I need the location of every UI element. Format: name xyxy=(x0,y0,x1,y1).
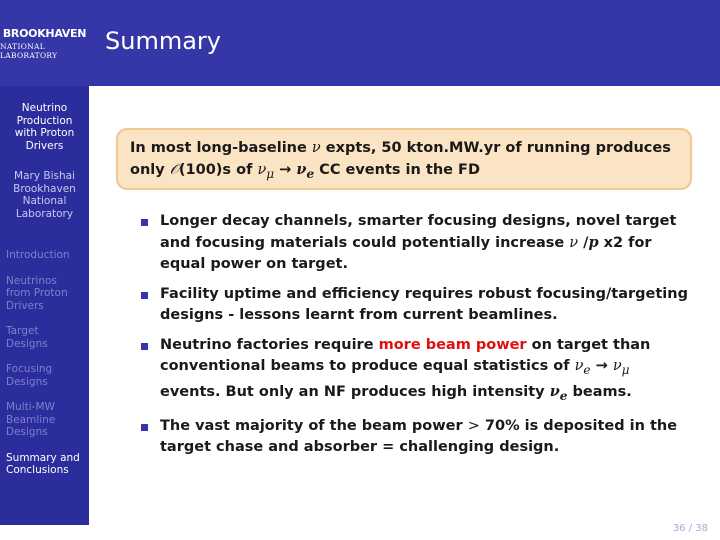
bullet-list xyxy=(139,211,699,467)
footer xyxy=(0,525,720,540)
bullet-text-line: target chase and absorber = challenging design. xyxy=(160,438,560,455)
text-span: / xyxy=(578,235,589,251)
talk-title[interactable] xyxy=(0,102,89,152)
nav-item-label: from Proton xyxy=(6,287,68,299)
mu-subscript: μ xyxy=(266,166,275,181)
e-subscript: e xyxy=(306,166,315,181)
sidebar xyxy=(0,0,89,525)
bullet-text-line: Longer decay channels, smarter focusing designs, novel target xyxy=(160,213,677,229)
author-line: Mary Bishai xyxy=(14,170,75,182)
nav-item-label: Target xyxy=(6,325,39,337)
e-subscript: e xyxy=(559,388,568,403)
nav-item-multi-mw-beamline-designs[interactable] xyxy=(6,401,86,439)
bullet-text-line: designs - lessons learnt from current beamlines. xyxy=(160,307,558,323)
nav-item-summary-and-conclusions[interactable] xyxy=(6,452,86,477)
author-line: National xyxy=(22,195,67,207)
bullet-square-icon xyxy=(141,343,148,350)
talk-title-line: Production xyxy=(16,114,73,127)
p-symbol: p xyxy=(588,234,599,251)
slide-header xyxy=(89,0,720,86)
highlight-box xyxy=(116,128,692,190)
bullet-item xyxy=(139,211,699,275)
arrow-symbol: → xyxy=(274,162,297,178)
logo-line2: NATIONAL LABORATORY xyxy=(0,41,58,60)
bullet-square-icon xyxy=(141,292,148,299)
text-span: The vast majority of the beam power xyxy=(160,417,468,434)
nav-item-label: Focusing xyxy=(6,363,53,375)
text-span: Neutrino factories require xyxy=(160,337,379,353)
nav-item-label: Multi-MW xyxy=(6,401,55,413)
nu-symbol: ν xyxy=(311,140,321,156)
nav-item-label: Designs xyxy=(6,337,48,350)
nu-symbol: ν xyxy=(612,358,622,374)
bullet-text-line: equal power on target. xyxy=(160,256,348,272)
nav-item-label: Designs xyxy=(6,375,48,388)
text-span: on target than xyxy=(526,337,651,353)
nu-symbol: ν xyxy=(574,358,584,374)
text-span: (100)s of xyxy=(178,162,258,178)
bullet-text-line xyxy=(160,356,699,381)
nu-symbol: ν xyxy=(296,161,307,178)
nav-item-label: Designs xyxy=(6,426,48,438)
text-span: 70% is deposited in the xyxy=(479,417,678,434)
bullet-item xyxy=(139,284,699,326)
nav-item-label: Conclusions xyxy=(6,464,69,476)
bullet-text-line xyxy=(160,335,699,356)
text-span: only xyxy=(130,162,170,178)
nu-symbol: ν xyxy=(569,235,579,251)
bullet-item xyxy=(139,416,699,458)
bullet-text-line: Facility uptime and efficiency requires robust focusing/targeting xyxy=(160,286,688,302)
nav-item-label: Drivers xyxy=(6,299,44,312)
nav-item-introduction[interactable] xyxy=(6,249,86,262)
nav-item-neutrinos-from-proton-drivers[interactable] xyxy=(6,275,86,313)
nu-symbol: ν xyxy=(549,382,560,400)
text-span: and focusing materials could potentially increase xyxy=(160,235,570,251)
big-o-symbol: 𝒪 xyxy=(169,162,179,178)
nu-symbol: ν xyxy=(257,162,267,178)
text-span: events. But only an NF produces high intensity xyxy=(160,383,550,400)
bullet-square-icon xyxy=(141,219,148,226)
mu-subscript: μ xyxy=(621,362,630,377)
bullet-text-line xyxy=(160,416,699,437)
talk-title-line: Drivers xyxy=(25,139,64,152)
bullet-text-line xyxy=(160,381,699,407)
bullet-item xyxy=(139,335,699,407)
highlight-line-2 xyxy=(130,159,680,185)
text-span: x2 for xyxy=(598,235,652,251)
highlighted-text: more beam power xyxy=(378,337,527,353)
section-nav xyxy=(6,249,86,490)
nav-item-label: Introduction xyxy=(6,249,70,261)
talk-title-line: with Proton xyxy=(14,127,75,139)
author-line: Brookhaven xyxy=(13,182,76,195)
nav-item-label: Summary and xyxy=(6,451,80,464)
brookhaven-logo xyxy=(0,0,89,86)
e-subscript: e xyxy=(583,362,591,377)
arrow-symbol: → xyxy=(590,358,613,374)
author-block xyxy=(0,170,89,220)
page-number: 36 / 38 xyxy=(672,523,708,534)
text-span: CC events in the FD xyxy=(314,162,480,178)
text-span: conventional beams to produce equal statistics of xyxy=(160,358,575,374)
bullet-square-icon xyxy=(141,424,148,431)
text-span: In most long-baseline xyxy=(130,140,312,156)
nav-item-focusing-designs[interactable] xyxy=(6,363,86,388)
text-span: beams. xyxy=(567,383,632,400)
slide-title: Summary xyxy=(105,27,221,55)
author-line: Laboratory xyxy=(15,207,74,220)
text-span: expts, 50 kton.MW.yr of running produces xyxy=(320,140,671,156)
nav-item-target-designs[interactable] xyxy=(6,325,86,350)
nav-item-label: Neutrinos xyxy=(6,274,57,287)
nav-item-label: Beamline xyxy=(6,413,56,426)
highlight-line-1 xyxy=(130,138,680,159)
greater-than-symbol: > xyxy=(467,417,480,434)
bullet-text-line xyxy=(160,232,699,254)
talk-title-line: Neutrino xyxy=(21,102,68,114)
logo-line1: BROOKHAVEN xyxy=(2,26,87,40)
